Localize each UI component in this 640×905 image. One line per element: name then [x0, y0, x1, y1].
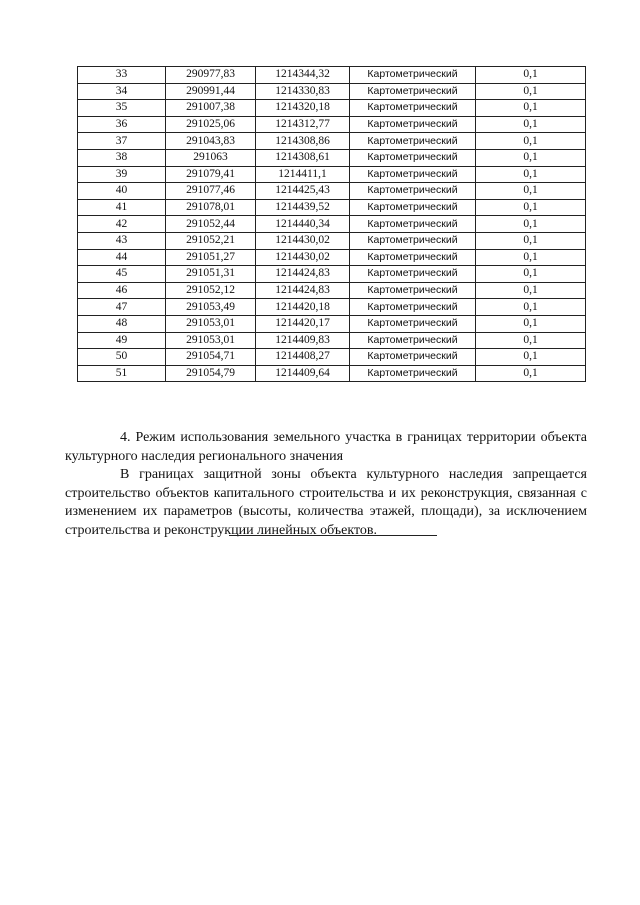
y-coordinate-cell: 1214409,83 [256, 332, 350, 349]
x-coordinate-cell: 291063 [166, 149, 256, 166]
point-number-cell: 43 [78, 232, 166, 249]
accuracy-cell: 0,1 [476, 116, 586, 133]
accuracy-cell: 0,1 [476, 166, 586, 183]
method-cell: Картометрический [350, 232, 476, 249]
method-cell: Картометрический [350, 83, 476, 100]
y-coordinate-cell: 1214411,1 [256, 166, 350, 183]
table-row [78, 216, 586, 233]
accuracy-cell: 0,1 [476, 216, 586, 233]
x-coordinate-cell: 291052,44 [166, 216, 256, 233]
accuracy-cell: 0,1 [476, 266, 586, 283]
point-number-cell: 36 [78, 116, 166, 133]
coordinates-table-body [78, 67, 586, 382]
table-row [78, 100, 586, 117]
x-coordinate-cell: 291051,31 [166, 266, 256, 283]
y-coordinate-cell: 1214330,83 [256, 83, 350, 100]
method-cell: Картометрический [350, 315, 476, 332]
table-row [78, 149, 586, 166]
point-number-cell: 46 [78, 282, 166, 299]
method-cell: Картометрический [350, 67, 476, 84]
x-coordinate-cell: 290991,44 [166, 83, 256, 100]
x-coordinate-cell: 291043,83 [166, 133, 256, 150]
accuracy-cell: 0,1 [476, 232, 586, 249]
y-coordinate-cell: 1214430,02 [256, 232, 350, 249]
table-row [78, 232, 586, 249]
section-heading-paragraph: 4. Режим использования земельного участка в границах территории объекта культурного наследия регионального значения [65, 430, 587, 464]
x-coordinate-cell: 291053,01 [166, 332, 256, 349]
x-coordinate-cell: 291054,79 [166, 365, 256, 382]
x-coordinate-cell: 291025,06 [166, 116, 256, 133]
accuracy-cell: 0,1 [476, 100, 586, 117]
table-row [78, 315, 586, 332]
accuracy-cell: 0,1 [476, 365, 586, 382]
x-coordinate-cell: 291053,01 [166, 315, 256, 332]
x-coordinate-cell: 291053,49 [166, 299, 256, 316]
y-coordinate-cell: 1214408,27 [256, 349, 350, 366]
y-coordinate-cell: 1214409,64 [256, 365, 350, 382]
point-number-cell: 51 [78, 365, 166, 382]
accuracy-cell: 0,1 [476, 199, 586, 216]
table-row [78, 183, 586, 200]
table-row [78, 83, 586, 100]
table-row [78, 266, 586, 283]
point-number-cell: 45 [78, 266, 166, 283]
method-cell: Картометрический [350, 100, 476, 117]
x-coordinate-cell: 291052,12 [166, 282, 256, 299]
point-number-cell: 34 [78, 83, 166, 100]
table-row [78, 332, 586, 349]
method-cell: Картометрический [350, 249, 476, 266]
y-coordinate-cell: 1214430,02 [256, 249, 350, 266]
method-cell: Картометрический [350, 216, 476, 233]
x-coordinate-cell: 291052,21 [166, 232, 256, 249]
y-coordinate-cell: 1214425,43 [256, 183, 350, 200]
point-number-cell: 48 [78, 315, 166, 332]
method-cell: Картометрический [350, 149, 476, 166]
y-coordinate-cell: 1214439,52 [256, 199, 350, 216]
table-row [78, 116, 586, 133]
method-cell: Картометрический [350, 349, 476, 366]
text-block [65, 429, 587, 540]
y-coordinate-cell: 1214308,86 [256, 133, 350, 150]
point-number-cell: 47 [78, 299, 166, 316]
accuracy-cell: 0,1 [476, 149, 586, 166]
table-row [78, 299, 586, 316]
y-coordinate-cell: 1214440,34 [256, 216, 350, 233]
accuracy-cell: 0,1 [476, 332, 586, 349]
method-cell: Картометрический [350, 332, 476, 349]
accuracy-cell: 0,1 [476, 67, 586, 84]
method-cell: Картометрический [350, 266, 476, 283]
point-number-cell: 33 [78, 67, 166, 84]
method-cell: Картометрический [350, 166, 476, 183]
y-coordinate-cell: 1214308,61 [256, 149, 350, 166]
accuracy-cell: 0,1 [476, 183, 586, 200]
method-cell: Картометрический [350, 116, 476, 133]
x-coordinate-cell: 291051,27 [166, 249, 256, 266]
section-body-paragraph: В границах защитной зоны объекта культурного наследия запрещается строительство объектов капитального строительства и их реконструкция, связанная с изменением их параметров (высоты, количества этажей, площади), за исключением строительства и реконструкции линейных объектов. [65, 467, 587, 538]
table-row [78, 133, 586, 150]
table-row [78, 166, 586, 183]
end-separator-line [229, 535, 437, 536]
y-coordinate-cell: 1214320,18 [256, 100, 350, 117]
x-coordinate-cell: 290977,83 [166, 67, 256, 84]
accuracy-cell: 0,1 [476, 133, 586, 150]
x-coordinate-cell: 291077,46 [166, 183, 256, 200]
x-coordinate-cell: 291079,41 [166, 166, 256, 183]
y-coordinate-cell: 1214344,32 [256, 67, 350, 84]
x-coordinate-cell: 291007,38 [166, 100, 256, 117]
point-number-cell: 41 [78, 199, 166, 216]
point-number-cell: 38 [78, 149, 166, 166]
accuracy-cell: 0,1 [476, 249, 586, 266]
y-coordinate-cell: 1214424,83 [256, 266, 350, 283]
method-cell: Картометрический [350, 365, 476, 382]
point-number-cell: 49 [78, 332, 166, 349]
point-number-cell: 42 [78, 216, 166, 233]
table-row [78, 67, 586, 84]
point-number-cell: 50 [78, 349, 166, 366]
y-coordinate-cell: 1214424,83 [256, 282, 350, 299]
x-coordinate-cell: 291054,71 [166, 349, 256, 366]
accuracy-cell: 0,1 [476, 315, 586, 332]
table-row [78, 365, 586, 382]
table-row [78, 282, 586, 299]
method-cell: Картометрический [350, 282, 476, 299]
point-number-cell: 39 [78, 166, 166, 183]
method-cell: Картометрический [350, 183, 476, 200]
y-coordinate-cell: 1214312,77 [256, 116, 350, 133]
accuracy-cell: 0,1 [476, 299, 586, 316]
point-number-cell: 40 [78, 183, 166, 200]
accuracy-cell: 0,1 [476, 349, 586, 366]
table-row [78, 349, 586, 366]
method-cell: Картометрический [350, 199, 476, 216]
accuracy-cell: 0,1 [476, 83, 586, 100]
y-coordinate-cell: 1214420,17 [256, 315, 350, 332]
table-row [78, 249, 586, 266]
accuracy-cell: 0,1 [476, 282, 586, 299]
table-row [78, 199, 586, 216]
point-number-cell: 37 [78, 133, 166, 150]
point-number-cell: 35 [78, 100, 166, 117]
coordinates-table [77, 66, 586, 382]
point-number-cell: 44 [78, 249, 166, 266]
x-coordinate-cell: 291078,01 [166, 199, 256, 216]
method-cell: Картометрический [350, 299, 476, 316]
y-coordinate-cell: 1214420,18 [256, 299, 350, 316]
method-cell: Картометрический [350, 133, 476, 150]
